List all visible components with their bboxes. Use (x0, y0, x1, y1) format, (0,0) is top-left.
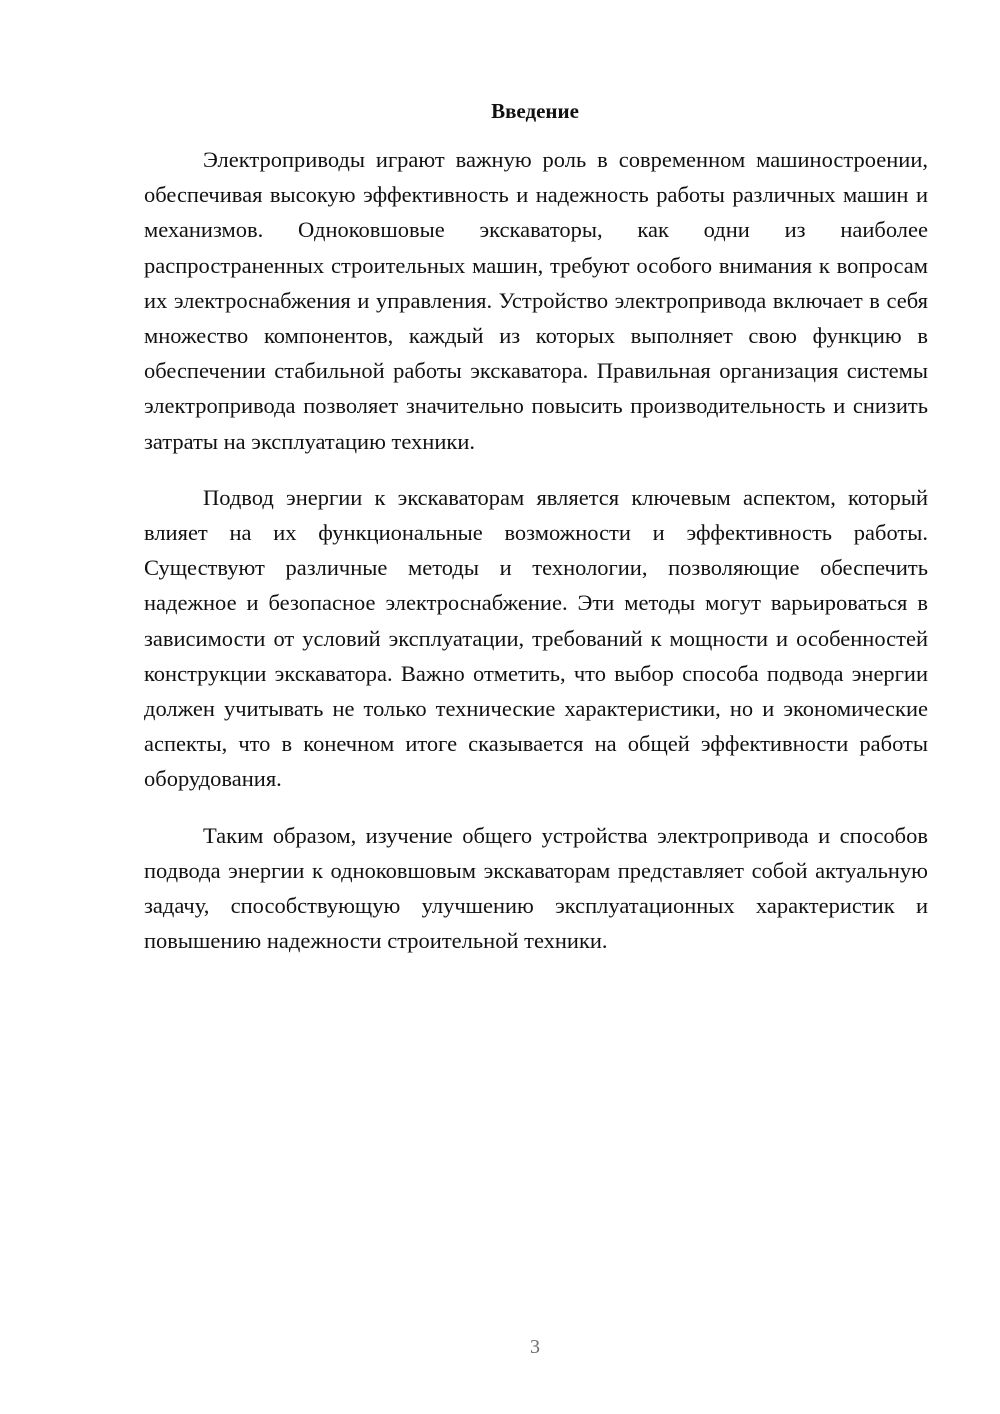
paragraph-3: Таким образом, изучение общего устройства электропривода и способов подвода энергии к одноковшовым экскаваторам представляет собой актуальную задачу, способствующую улучшению эксплуатационных характеристик и повышению надежности строительной техники. (144, 822, 928, 954)
paragraph-1: Электроприводы играют важную роль в современном машиностроении, обеспечивая высокую эффективность и надежность работы различных машин и механизмов. Одноковшовые экскаваторы, как одни из наиболее распространенных строительных машин, требуют особого внимания к вопросам их электроснабжения и управления. Устройство электропривода включает в себя множество компонентов, каждый из которых выполняет свою функцию в обеспечении стабильной работы экскаватора. Правильная организация системы электропривода позволяет значительно повысить производительность и снизить затраты на эксплуатацию техники. (144, 147, 928, 454)
page-number: 3 (530, 1336, 540, 1358)
paragraph-2: Подвод энергии к экскаваторам является ключевым аспектом, который влияет на их функциональные возможности и эффективность работы. Существуют различные методы и технологии, позволяющие обеспечить надежное и безопасное электроснабжение. Эти методы могут варьироваться в зависимости от условий эксплуатации, требований к мощности и особенностей конструкции экскаватора. Важно отметить, что выбор способа подвода энергии должен учитывать не только технические характеристики, но и экономические аспекты, что в конечном итоге сказывается на общей эффективности работы оборудования. (144, 484, 928, 792)
section-heading: Введение (491, 99, 579, 123)
body-text (144, 142, 928, 958)
